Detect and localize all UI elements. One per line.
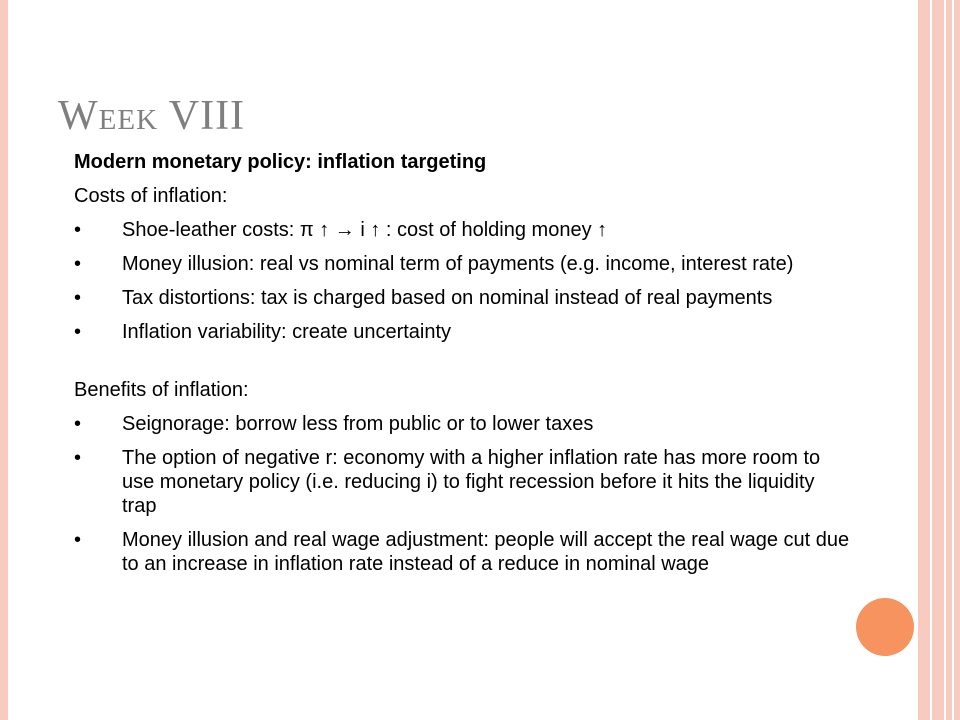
bullet-marker: • (74, 413, 82, 435)
list-item-text: Money illusion and real wage adjustment: people will accept the real wage cut due to an increase in inflation rate instead of a reduce in nominal wage (122, 529, 850, 575)
slide-body (74, 150, 854, 586)
list-item-text: The option of negative r: economy with a higher inflation rate has more room to use monetary policy (i.e. reducing i) to fight recession before it hits the liquidity trap (122, 447, 821, 517)
list-item-text: Seignorage: borrow less from public or to lower taxes (122, 413, 594, 435)
list-item (74, 218, 854, 242)
list-item (74, 528, 854, 576)
list-item (74, 286, 854, 310)
list-item-text: Money illusion: real vs nominal term of payments (e.g. income, interest rate) (122, 253, 794, 275)
bullet-marker: • (74, 287, 82, 309)
bullet-marker: • (74, 529, 82, 551)
bullet-marker: • (74, 447, 82, 469)
slide-subtitle: Modern monetary policy: inflation targeting (74, 151, 487, 173)
bullet-marker: • (74, 321, 82, 343)
list-item (74, 446, 854, 518)
bullet-marker: • (74, 219, 82, 241)
list-item (74, 412, 854, 436)
section-gap (74, 354, 854, 378)
decorative-circle (856, 598, 914, 656)
frame-stripe-line (944, 0, 946, 720)
slide-title: Week VIII (58, 93, 246, 139)
bullet-marker: • (74, 253, 82, 275)
list-item (74, 320, 854, 344)
list-item-text: Inflation variability: create uncertainty (122, 321, 452, 343)
left-frame-stripe (0, 0, 8, 720)
frame-stripe-line (952, 0, 954, 720)
costs-label: Costs of inflation: (74, 185, 228, 207)
right-frame-stripes (918, 0, 960, 720)
frame-stripe-line (930, 0, 932, 720)
list-item-text: Tax distortions: tax is charged based on nominal instead of real payments (122, 287, 773, 309)
list-item (74, 252, 854, 276)
list-item-text: Shoe-leather costs: π ↑ → i ↑ : cost of holding money ↑ (122, 219, 608, 241)
benefits-label: Benefits of inflation: (74, 379, 249, 401)
